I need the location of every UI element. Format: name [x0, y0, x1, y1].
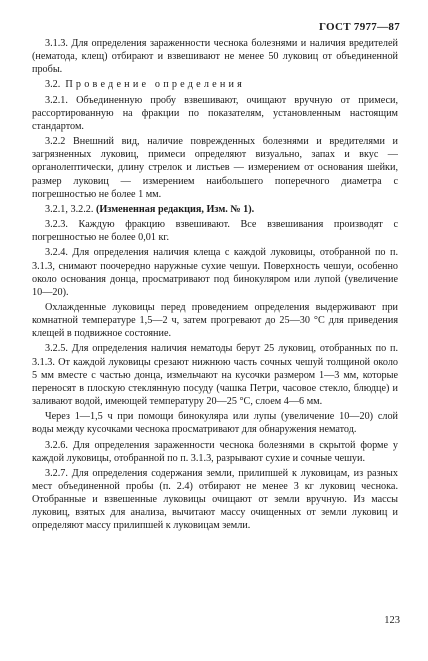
paragraph-3-1-3: 3.1.3. Для определения зараженности чеснока болезнями и наличия вредителей (нематода, клещ) отбирают и взвешивают не менее 50 луковиц от объединенной пробы. [32, 38, 398, 76]
paragraph-3-2-4: 3.2.4. Для определения наличия клеща с каждой луковицы, отобранной по п. 3.1.3, снимают поочередно наружные сухие чешуи. Поверхность чешуи, особенно около основания донца, просматривают под бинокуляром или лупой (увеличение 10—20). [32, 247, 398, 298]
paragraph-3-2-5: 3.2.5. Для определения наличия нематоды берут 25 луковиц, отобранных по п. 3.1.3. От каждой луковицы срезают нижнюю часть сочных чешуй толщиной около 5 мм вместе с частью донца, измельчают на кусочки размером 1—3 мм, которые переносят в плоскую стеклянную посуду (чашка Петри, часовое стекло, блюдце) и заливают водой, имеющей температуру 20—25 °С, слоем 4—6 мм. [32, 343, 398, 408]
page-number: 123 [384, 615, 400, 626]
amendment-prefix: 3.2.1, 3.2.2. [45, 203, 94, 215]
paragraph-3-2-3: 3.2.3. Каждую фракцию взвешивают. Все взвешивания производят с погрешностью не более 0,01 кг. [32, 219, 398, 244]
paragraph-3-2-7: 3.2.7. Для определения содержания земли, прилипшей к луковицам, из разных мест объединенной пробы (п. 2.4) отбирают не менее 3 кг луковиц чеснока. Отобранные и взвешенные луковицы очищают от земли вручную. Из массы луковиц, взятых для анализа, вычитают массу очищенных от земли луковиц и определяют массу прилипшей к луковицам земли. [32, 467, 398, 532]
amendment-note [32, 203, 398, 216]
section-heading [32, 78, 398, 91]
amendment-text: (Измененная редакция, Изм. № 1). [95, 203, 255, 215]
document-body [32, 37, 398, 535]
document-header: ГОСТ 7977—87 [318, 21, 400, 33]
paragraph-nematode-check: Через 1—1,5 ч при помощи бинокуляра или лупы (увеличение 10—20) слой воды между кусочками чеснока просматривают для обнаружения нематод. [32, 411, 398, 436]
paragraph-3-2-1: 3.2.1. Объединенную пробу взвешивают, очищают вручную от примеси, рассортированную на фракции по показателям, установленным настоящим стандартом. [32, 94, 398, 132]
paragraph-3-2-6: 3.2.6. Для определения зараженности чеснока болезнями в скрытой форме у каждой луковицы, отобранной по п. 3.1.3, разрывают сухие и сочные чешуи. [32, 439, 398, 464]
paragraph-3-2-2: 3.2.2 Внешний вид, наличие поврежденных болезнями и вредителями и загрязненных луковиц, примеси определяют визуально, запах и вкус — органолептически, длину стрелок и листьев — измерением от основания шейки, размер луковиц — измерением наибольшего поперечного диаметра с погрешностью не более 1 мм. [32, 136, 398, 200]
paragraph-cooling: Охлажденные луковицы перед проведением определения выдерживают при комнатной температуре 1,5—2 ч, затем прогревают до 25—30 °С для приведения клещей в подвижное состояние. [32, 301, 398, 340]
section-title: Проведение определения [65, 79, 246, 91]
section-number: 3.2. [45, 79, 61, 91]
